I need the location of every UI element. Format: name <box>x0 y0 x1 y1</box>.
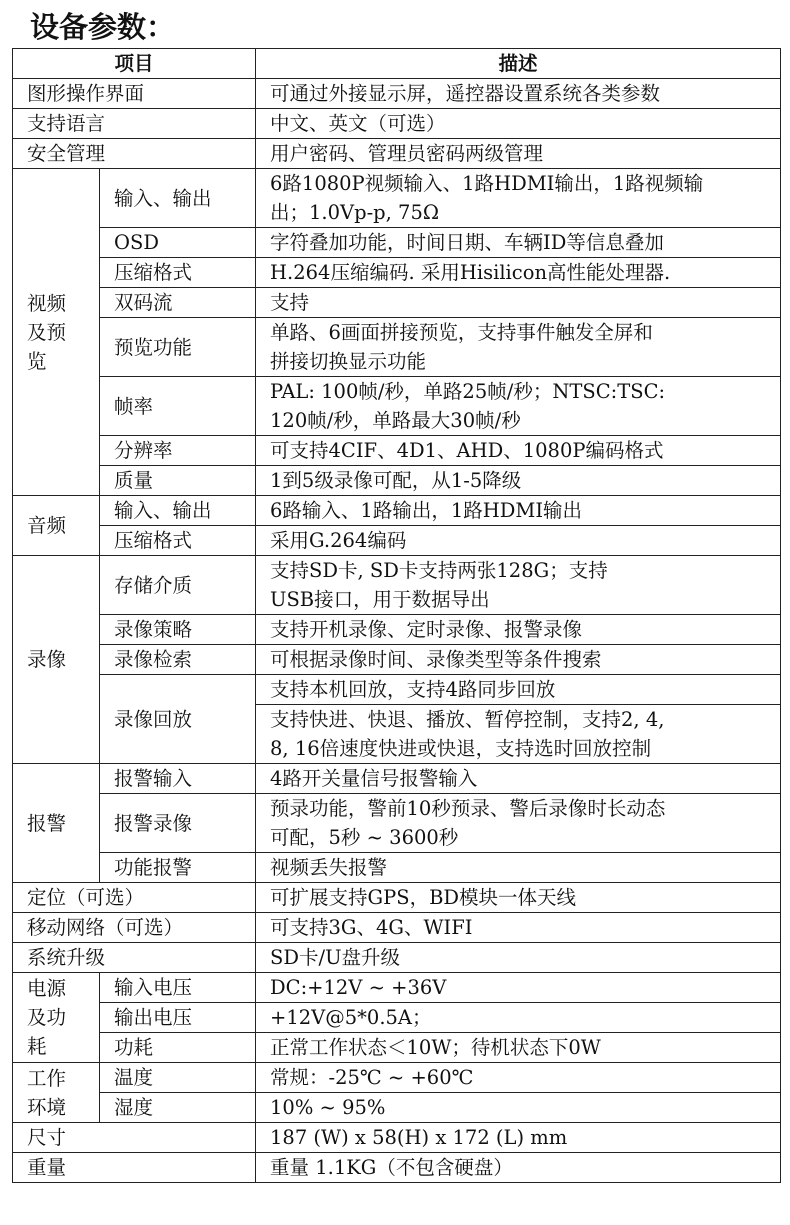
row-desc: 支持 <box>256 288 781 318</box>
desc-line: 出；1.0Vp-p, 75Ω <box>270 201 440 224</box>
category-record: 录像 <box>13 556 100 764</box>
row-label: OSD <box>100 228 256 258</box>
table-row <box>13 615 781 645</box>
header-item: 项目 <box>13 49 256 79</box>
table-row <box>13 645 781 675</box>
category-environment <box>13 1063 100 1123</box>
row-label: 帧率 <box>100 377 256 436</box>
category-line: 览 <box>27 349 47 373</box>
row-label: 系统升级 <box>13 943 256 973</box>
table-row <box>13 436 781 466</box>
row-desc: 10% ~ 95% <box>256 1093 781 1123</box>
row-label: 预览功能 <box>100 318 256 377</box>
row-label: 输入电压 <box>100 973 256 1003</box>
row-desc: 常规：-25℃ ~ +60℃ <box>256 1063 781 1093</box>
category-line: 环境 <box>27 1095 67 1119</box>
category-line: 耗 <box>27 1035 47 1058</box>
row-label: 存储介质 <box>100 556 256 615</box>
row-desc: 可根据录像时间、录像类型等条件搜索 <box>256 645 781 675</box>
row-desc: 可支持4CIF、4D1、AHD、1080P编码格式 <box>256 436 781 466</box>
row-label: 功耗 <box>100 1033 256 1063</box>
header-desc: 描述 <box>256 49 781 79</box>
row-label: 湿度 <box>100 1093 256 1123</box>
category-line: 及预 <box>27 320 67 344</box>
category-audio: 音频 <box>13 496 100 556</box>
row-desc: DC:+12V ~ +36V <box>256 973 781 1003</box>
table-row <box>13 169 781 228</box>
row-label: 定位（可选） <box>13 883 256 913</box>
row-desc: 视频丢失报警 <box>256 853 781 883</box>
table-row <box>13 1063 781 1093</box>
table-row <box>13 79 781 109</box>
table-row <box>13 109 781 139</box>
row-desc: SD卡/U盘升级 <box>256 943 781 973</box>
row-desc: 可扩展支持GPS，BD模块一体天线 <box>256 883 781 913</box>
row-desc: 字符叠加功能，时间日期、车辆ID等信息叠加 <box>256 228 781 258</box>
table-row <box>13 1033 781 1063</box>
table-row <box>13 496 781 526</box>
table-row <box>13 794 781 853</box>
row-label: 报警录像 <box>100 794 256 853</box>
row-desc: 可支持3G、4G、WIFI <box>256 913 781 943</box>
row-label: 功能报警 <box>100 853 256 883</box>
table-row <box>13 1093 781 1123</box>
page-title: 设备参数： <box>30 10 176 44</box>
row-label: 质量 <box>100 466 256 496</box>
table-row <box>13 466 781 496</box>
desc-line: 预录功能，警前10秒预录、警后录像时长动态 <box>270 797 666 820</box>
row-label: 压缩格式 <box>100 258 256 288</box>
row-desc: 正常工作状态＜10W；待机状态下0W <box>256 1033 781 1063</box>
category-line: 工作 <box>27 1066 67 1090</box>
row-label: 输入、输出 <box>100 496 256 526</box>
row-label: 温度 <box>100 1063 256 1093</box>
row-label: 重量 <box>13 1153 256 1183</box>
table-row <box>13 973 781 1003</box>
table-row <box>13 258 781 288</box>
row-label: 尺寸 <box>13 1123 256 1153</box>
row-label: 图形操作界面 <box>13 79 256 109</box>
row-desc: 中文、英文（可选） <box>256 109 781 139</box>
category-video <box>13 169 100 496</box>
row-desc: +12V@5*0.5A； <box>256 1003 781 1033</box>
desc-line: 支持快进、快退、播放、暂停控制，支持2, 4, <box>270 708 665 731</box>
row-desc: 支持本机回放，支持4路同步回放 <box>256 675 781 705</box>
row-label: 移动网络（可选） <box>13 913 256 943</box>
desc-line: 拼接切换显示功能 <box>270 350 427 373</box>
row-desc <box>256 318 781 377</box>
category-line: 电源 <box>27 977 67 1000</box>
row-label: 录像回放 <box>100 675 256 764</box>
row-desc: 采用G.264编码 <box>256 526 781 556</box>
row-label: 支持语言 <box>13 109 256 139</box>
row-desc: 187 (W) x 58(H) x 172 (L) mm <box>256 1123 781 1153</box>
table-row <box>13 1003 781 1033</box>
row-desc <box>256 705 781 764</box>
table-header-row <box>13 49 781 79</box>
row-desc: H.264压缩编码. 采用Hisilicon高性能处理器. <box>256 258 781 288</box>
table-row <box>13 913 781 943</box>
row-desc <box>256 794 781 853</box>
row-desc <box>256 377 781 436</box>
category-alarm: 报警 <box>13 764 100 883</box>
table-row <box>13 943 781 973</box>
table-row <box>13 139 781 169</box>
table-row <box>13 1123 781 1153</box>
row-label: 输出电压 <box>100 1003 256 1033</box>
table-row <box>13 675 781 705</box>
row-label: 压缩格式 <box>100 526 256 556</box>
row-label: 安全管理 <box>13 139 256 169</box>
table-row <box>13 377 781 436</box>
table-row <box>13 526 781 556</box>
row-desc: 重量 1.1KG（不包含硬盘） <box>256 1153 781 1183</box>
table-row <box>13 318 781 377</box>
desc-line: 8, 16倍速度快进或快退，支持选时回放控制 <box>270 737 652 760</box>
table-row <box>13 1153 781 1183</box>
table-row <box>13 288 781 318</box>
category-line: 及功 <box>27 1006 67 1029</box>
row-desc: 1到5级录像可配，从1-5降级 <box>256 466 781 496</box>
row-label: 录像策略 <box>100 615 256 645</box>
desc-line: USB接口，用于数据导出 <box>270 588 490 611</box>
row-label: 双码流 <box>100 288 256 318</box>
row-desc <box>256 169 781 228</box>
desc-line: 6路1080P视频输入、1路HDMI输出，1路视频输 <box>270 172 704 195</box>
row-desc: 支持开机录像、定时录像、报警录像 <box>256 615 781 645</box>
row-label: 报警输入 <box>100 764 256 794</box>
desc-line: 120帧/秒，单路最大30帧/秒 <box>270 409 521 432</box>
row-label: 分辨率 <box>100 436 256 466</box>
row-desc: 可通过外接显示屏，遥控器设置系统各类参数 <box>256 79 781 109</box>
row-desc: 用户密码、管理员密码两级管理 <box>256 139 781 169</box>
spec-table <box>12 48 781 1183</box>
table-row <box>13 556 781 615</box>
desc-line: PAL: 100帧/秒，单路25帧/秒；NTSC:TSC: <box>270 380 666 403</box>
category-line: 视频 <box>27 291 67 315</box>
table-row <box>13 764 781 794</box>
category-power <box>13 973 100 1063</box>
row-label: 输入、输出 <box>100 169 256 228</box>
desc-line: 支持SD卡, SD卡支持两张128G；支持 <box>270 559 608 582</box>
row-desc: 4路开关量信号报警输入 <box>256 764 781 794</box>
desc-line: 单路、6画面拼接预览，支持事件触发全屏和 <box>270 321 653 344</box>
table-row <box>13 853 781 883</box>
row-desc <box>256 556 781 615</box>
row-desc: 6路输入、1路输出，1路HDMI输出 <box>256 496 781 526</box>
table-row <box>13 883 781 913</box>
table-row <box>13 228 781 258</box>
row-label: 录像检索 <box>100 645 256 675</box>
desc-line: 可配，5秒 ~ 3600秒 <box>270 826 459 849</box>
